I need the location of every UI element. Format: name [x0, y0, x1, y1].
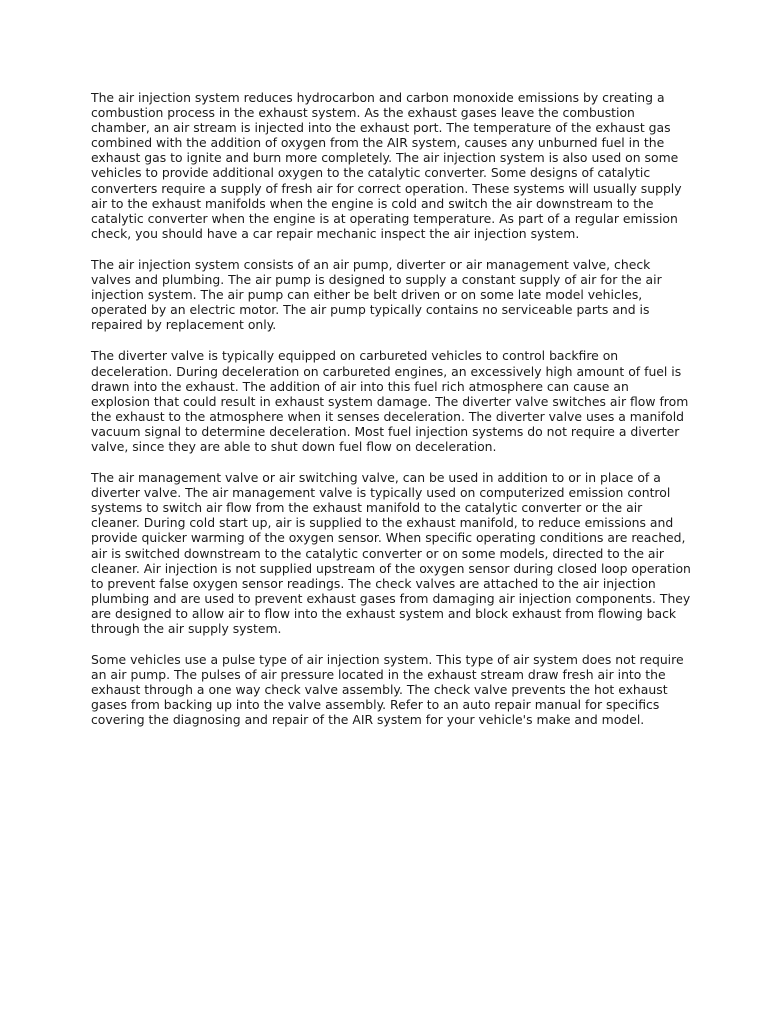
paragraph-pulse-air-injection: Some vehicles use a pulse type of air injection system. This type of air system does not require an air pump. The pulses of air pressure located in the exhaust stream draw fresh air into the exhaust through a one way check valve assembly. The check valve prevents the hot exhaust gases from backing up into the valve assembly. Refer to an auto repair manual for specifics covering the diagnosing and repair of the AIR system for your vehicle's make and model. — [91, 652, 684, 728]
paragraph-diverter-valve: The diverter valve is typically equipped on carbureted vehicles to control backfire on deceleration. During deceleration on carbureted engines, an excessively high amount of fuel is drawn into the exhaust. The addition of air into this fuel rich atmosphere can cause an explosion that could result in exhaust system damage. The diverter valve switches air flow from the exhaust to the atmosphere when it senses deceleration. The diverter valve uses a manifold vacuum signal to determine deceleration. Most fuel injection systems do not require a diverter valve, since they are able to shut down fuel flow on deceleration. — [91, 348, 689, 454]
document-page — [91, 90, 691, 744]
paragraph-air-injection-components: The air injection system consists of an air pump, diverter or air management valve, check valves and plumbing. The air pump is designed to supply a constant supply of air for the air injection system. The air pump can either be belt driven or on some late model vehicles, operated by an electric motor. The air pump typically contains no serviceable parts and is repaired by replacement only. — [91, 256, 662, 333]
paragraph-air-injection-overview: The air injection system reduces hydrocarbon and carbon monoxide emissions by creating a combustion process in the exhaust system. As the exhaust gases leave the combustion chamber, an air stream is injected into the exhaust port. The temperature of the exhaust gas combined with the addition of oxygen from the AIR system, causes any unburned fuel in the exhaust gas to ignite and burn more completely. The air injection system is also used on some vehicles to provide additional oxygen to the catalytic converter. Some designs of catalytic converters require a supply of fresh air for correct operation. These systems will usually supply air to the exhaust manifolds when the engine is cold and switch the air downstream to the catalytic converter when the engine is at operating temperature. As part of a regular emission check, you should have a car repair mechanic inspect the air injection system. — [91, 90, 682, 241]
paragraph-air-management-valve: The air management valve or air switching valve, can be used in addition to or in place of a diverter valve. The air management valve is typically used on computerized emission control systems to switch air flow from the exhaust manifold to the catalytic converter or the air cleaner. During cold start up, air is supplied to the exhaust manifold, to reduce emissions and provide quicker warming of the oxygen sensor. When specific operating conditions are reached, air is switched downstream to the catalytic converter or on some models, directed to the air cleaner. Air injection is not supplied upstream of the oxygen sensor during closed loop operation to prevent false oxygen sensor readings. The check valves are attached to the air injection plumbing and are used to prevent exhaust gases from damaging air injection components. They are designed to allow air to flow into the exhaust system and block exhaust from flowing back through the air supply system. — [91, 470, 691, 636]
